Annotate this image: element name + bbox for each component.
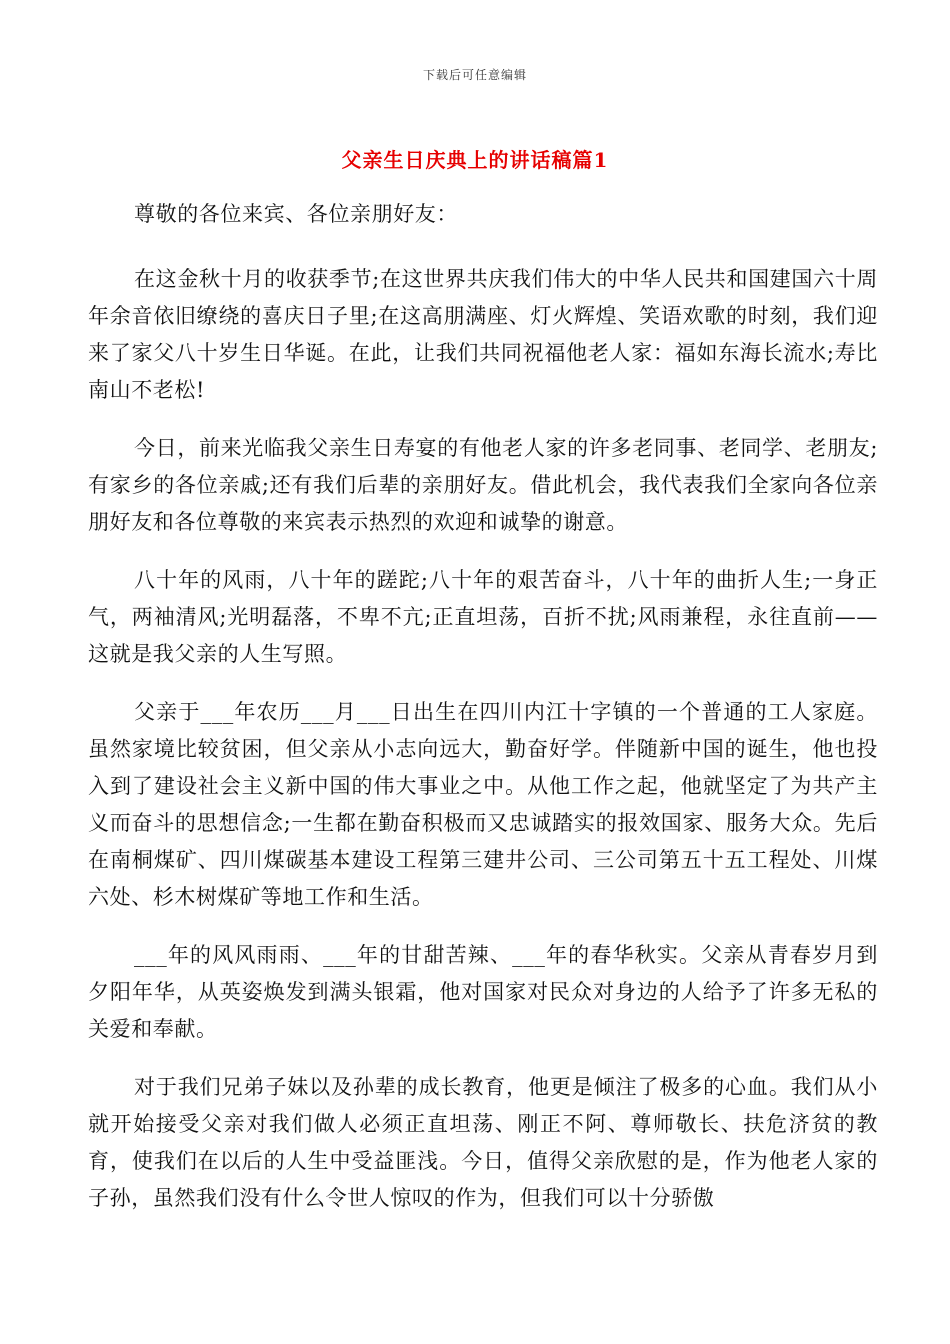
header-note: 下载后可任意编辑 bbox=[422, 68, 527, 82]
paragraph-5: ___年的风风雨雨、___年的甘甜苦辣、___年的春华秋实。父亲从青春岁月到夕阳年华，从英姿焕发到满头银霜，他对国家对民众对身边的人给予了许多无私的关爱和奉献。 bbox=[88, 943, 878, 1041]
document-title: 父亲生日庆典上的讲话稿篇1 bbox=[341, 148, 609, 172]
paragraph-4: 父亲于___年农历___月___日出生在四川内江十字镇的一个普通的工人家庭。虽然家境比较贫困，但父亲从小志向远大，勤奋好学。伴随新中国的诞生，他也投入到了建设社会主义新中国的伟大事业之中。从他工作之起，他就坚定了为共产主义而奋斗的思想信念;一生都在勤奋积极而又忠诚踏实的报效国家、服务大众。先后在南桐煤矿、四川煤碳基本建设工程第三建井公司、三公司第五十五工程处、川煤六处、杉木树煤矿等地工作和生活。 bbox=[88, 700, 878, 909]
paragraph-1: 在这金秋十月的收获季节;在这世界共庆我们伟大的中华人民共和国建国六十周年余音依旧缭绕的喜庆日子里;在这高朋满座、灯火辉煌、笑语欢歌的时刻，我们迎来了家父八十岁生日华诞。在此，让我们共同祝福他老人家：福如东海长流水;寿比南山不老松! bbox=[88, 267, 878, 402]
paragraph-2: 今日，前来光临我父亲生日寿宴的有他老人家的许多老同事、老同学、老朋友;有家乡的各位亲戚;还有我们后辈的亲朋好友。借此机会，我代表我们全家向各位亲朋好友和各位尊敬的来宾表示热烈的欢迎和诚挚的谢意。 bbox=[88, 436, 878, 534]
greeting-line: 尊敬的各位来宾、各位亲朋好友： bbox=[134, 202, 458, 226]
paragraph-6: 对于我们兄弟子妹以及孙辈的成长教育，他更是倾注了极多的心血。我们从小就开始接受父亲对我们做人必须正直坦荡、刚正不阿、尊师敬长、扶危济贫的教育，使我们在以后的人生中受益匪浅。今日，值得父亲欣慰的是，作为他老人家的子孙，虽然我们没有什么令世人惊叹的作为，但我们可以十分骄傲 bbox=[88, 1075, 878, 1210]
paragraph-3: 八十年的风雨，八十年的蹉跎;八十年的艰苦奋斗，八十年的曲折人生;一身正气，两袖清风;光明磊落，不卑不亢;正直坦荡，百折不扰;风雨兼程，永往直前——这就是我父亲的人生写照。 bbox=[88, 568, 878, 666]
document-body bbox=[88, 196, 878, 1238]
